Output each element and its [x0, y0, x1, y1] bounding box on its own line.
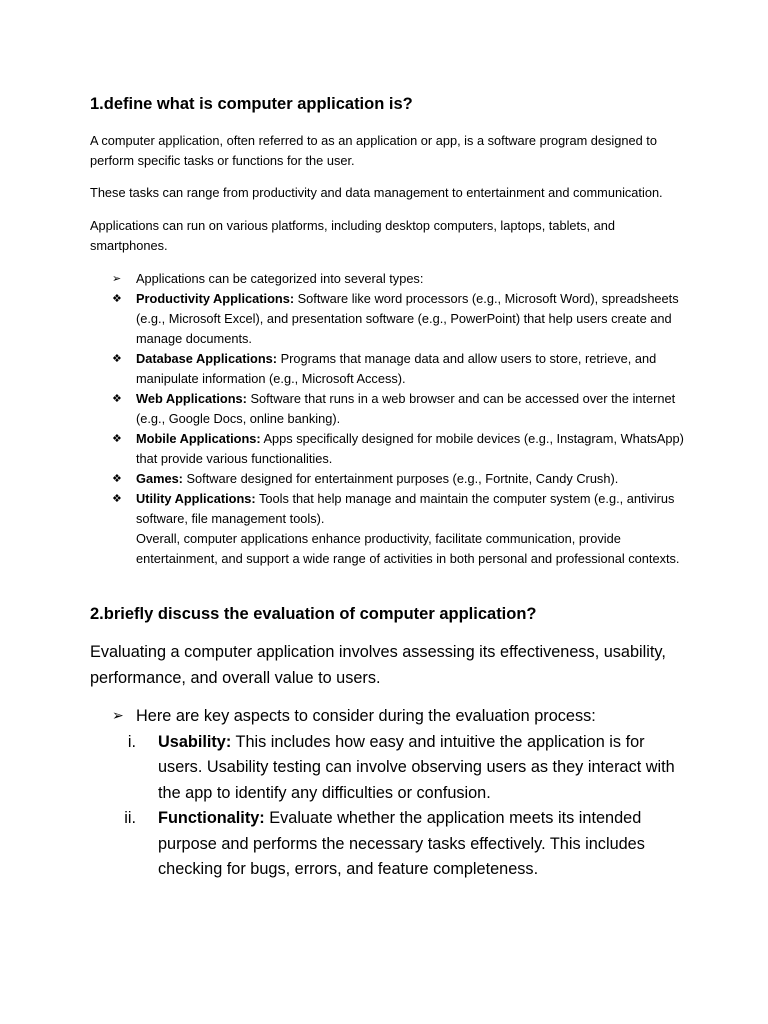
type-text: Programs that manage data and allow users to store, retrieve, and manipulate information (e.g., Microsoft Access).	[136, 351, 657, 386]
type-text: Apps specifically designed for mobile devices (e.g., Instagram, WhatsApp) that provide various functionalities.	[136, 431, 684, 466]
aspects-intro: Here are key aspects to consider during the evaluation process:	[136, 707, 596, 725]
section1-heading: 1.define what is computer application is?	[90, 95, 413, 113]
aspects-list	[112, 704, 692, 883]
paragraph-definition: A computer application, often referred to as an application or app, is a software program designed to perform specific tasks or functions for the user.	[90, 133, 657, 168]
type-term: Web Applications:	[136, 391, 247, 406]
type-text: Software designed for entertainment purposes (e.g., Fortnite, Candy Crush).	[182, 471, 619, 486]
paragraph-platforms: Applications can run on various platforms, including desktop computers, laptops, tablets, and smartphones.	[90, 218, 615, 253]
four-diamond-bullet-icon: ❖	[112, 472, 122, 485]
aspect-text: This includes how easy and intuitive the application is for users. Usability testing can involve observing users as they interact with the app to identify any difficulties or confusion.	[158, 732, 675, 802]
list-item	[112, 704, 692, 730]
four-diamond-bullet-icon: ❖	[112, 432, 122, 445]
type-term: Mobile Applications:	[136, 431, 261, 446]
types-list	[112, 269, 692, 569]
section2-heading: 2.briefly discuss the evaluation of computer application?	[90, 605, 537, 623]
four-diamond-bullet-icon: ❖	[112, 292, 122, 305]
type-term: Database Applications:	[136, 351, 278, 366]
list-item	[112, 806, 692, 883]
evaluation-intro: Evaluating a computer application involves assessing its effectiveness, usability, performance, and overall value to users.	[90, 643, 666, 687]
type-text: Software like word processors (e.g., Microsoft Word), spreadsheets (e.g., Microsoft Excel), and presentation software (e.g., PowerPoint) that help users create and manage documents.	[136, 291, 679, 346]
type-term: Utility Applications:	[136, 491, 256, 506]
four-diamond-bullet-icon: ❖	[112, 352, 122, 365]
aspect-text: Evaluate whether the application meets its intended purpose and performs the necessary tasks effectively. This includes checking for bugs, errors, and feature completeness.	[158, 809, 645, 878]
type-term: Productivity Applications:	[136, 291, 295, 306]
four-diamond-bullet-icon: ❖	[112, 492, 122, 505]
list-item	[112, 269, 692, 289]
type-term: Games:	[136, 471, 183, 486]
types-intro: Applications can be categorized into several types:	[136, 271, 424, 286]
list-item	[112, 489, 692, 529]
list-item	[112, 389, 692, 429]
paragraph-tasks: These tasks can range from productivity and data management to entertainment and communication.	[90, 185, 663, 200]
type-text: Software that runs in a web browser and can be accessed over the internet (e.g., Google Docs, online banking).	[136, 391, 676, 426]
overall-paragraph	[112, 529, 692, 569]
item-number: ii.	[124, 809, 136, 827]
arrow-bullet-icon: ➢	[112, 708, 124, 724]
type-text: Tools that help manage and maintain the computer system (e.g., antivirus software, file management tools).	[136, 491, 675, 526]
list-item	[112, 429, 692, 469]
aspect-term: Usability:	[158, 732, 232, 751]
list-item	[112, 469, 692, 489]
four-diamond-bullet-icon: ❖	[112, 392, 122, 405]
list-item	[112, 289, 692, 349]
aspect-term: Functionality:	[158, 809, 265, 827]
item-number: i.	[127, 732, 136, 751]
list-item	[112, 349, 692, 389]
arrow-bullet-icon: ➢	[112, 272, 122, 285]
list-item	[112, 730, 692, 807]
overall-text: Overall, computer applications enhance productivity, facilitate communication, provide entertainment, and support a wide range of activities in both personal and professional contexts.	[136, 531, 680, 566]
